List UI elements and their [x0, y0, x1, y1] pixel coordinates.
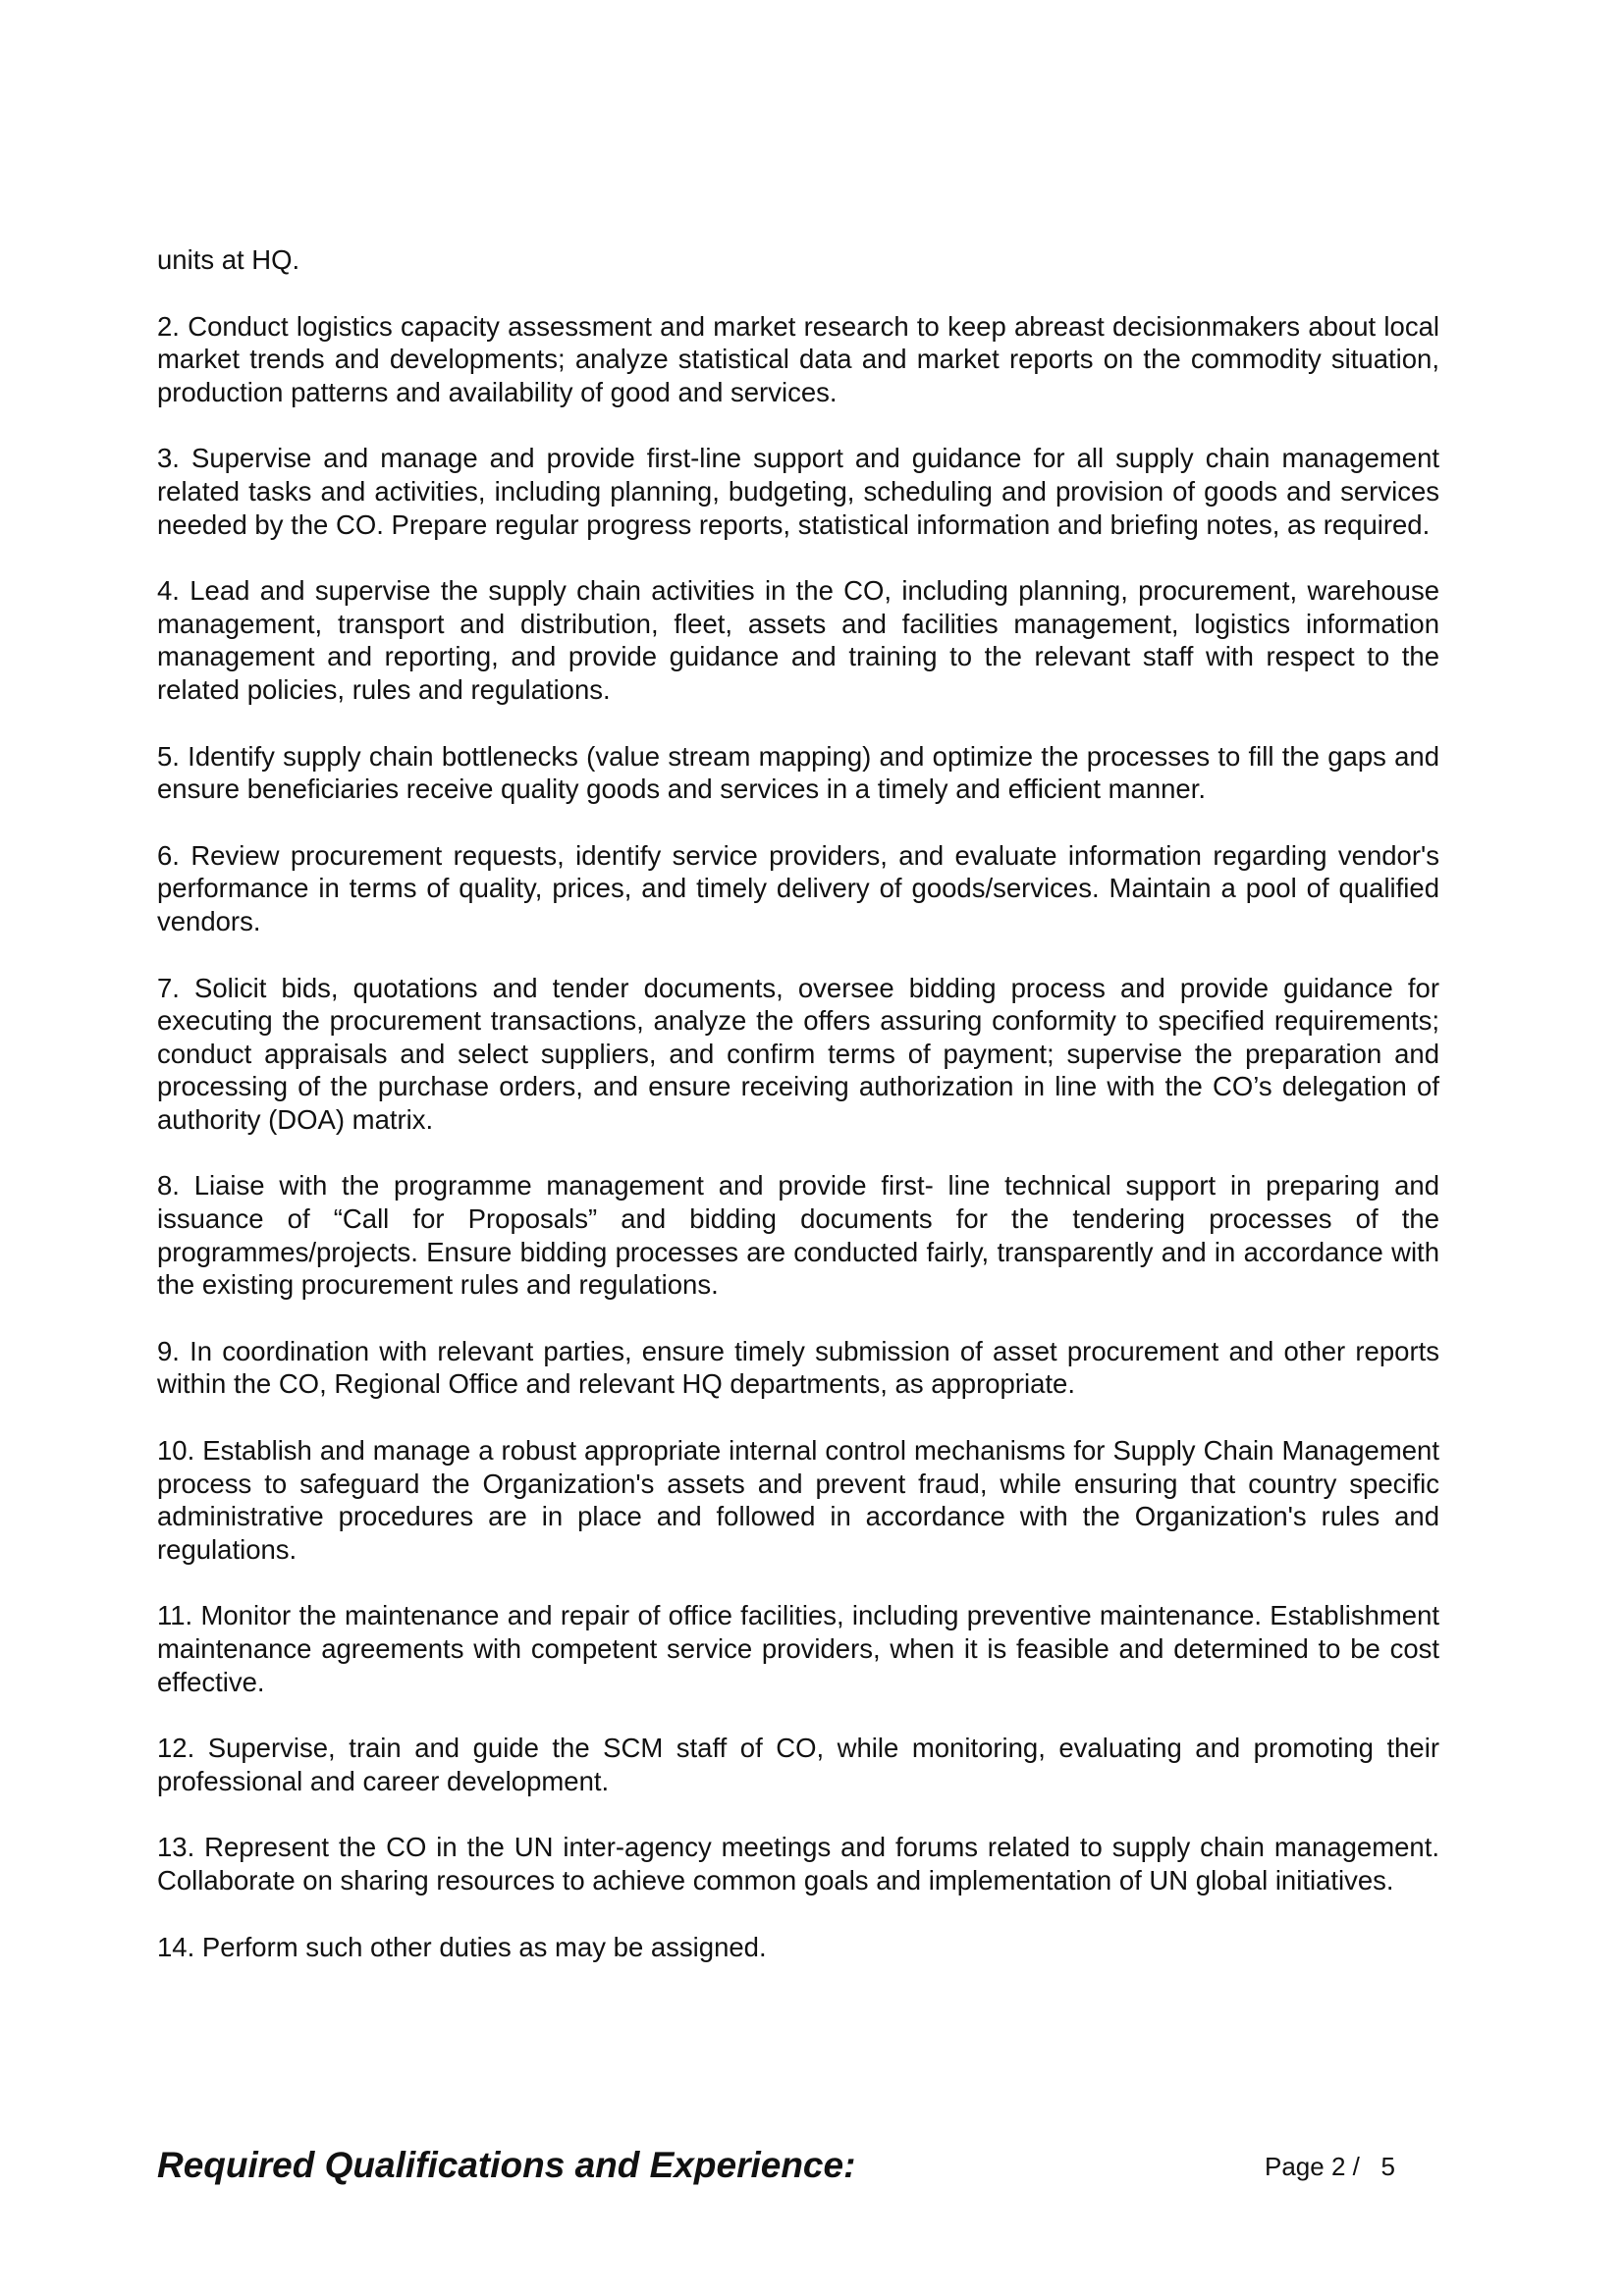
duty-item-8: 8. Liaise with the programme management and provide first- line technical support in preparing and issuance of “Call for Proposals” and bidding documents for the tendering processes of the programmes/projects. Ensure bidding processes are conducted fairly, transparently and in accordance with the existing procurement rules and regulations. — [157, 1170, 1439, 1301]
page-footer — [1265, 2152, 1395, 2182]
total-pages: 5 — [1380, 2152, 1395, 2181]
duty-item-10: 10. Establish and manage a robust appropriate internal control mechanisms for Supply Chain Management process to safeguard the Organization's assets and prevent fraud, while ensuring that country specific administrative procedures are in place and followed in accordance with the Organization's rules and regulations. — [157, 1435, 1439, 1565]
duty-item-11: 11. Monitor the maintenance and repair of office facilities, including preventive maintenance. Establishment maintenance agreements with competent service providers, when it is feasible and determined to be cost effective. — [157, 1600, 1439, 1697]
intro-fragment: units at HQ. — [157, 244, 300, 275]
duty-item-5: 5. Identify supply chain bottlenecks (value stream mapping) and optimize the processes to fill the gaps and ensure beneficiaries receive quality goods and services in a timely and efficient manner. — [157, 740, 1439, 805]
duty-item-14: 14. Perform such other duties as may be assigned. — [157, 1931, 767, 1962]
duty-item-3: 3. Supervise and manage and provide first-line support and guidance for all supply chain management related tasks and activities, including planning, budgeting, scheduling and provision of goods and services needed by the CO. Prepare regular progress reports, statistical information and briefing notes, as required. — [157, 443, 1439, 540]
duty-item-13: 13. Represent the CO in the UN inter-agency meetings and forums related to supply chain management. Collaborate on sharing resources to achieve common goals and implementation of UN global initiatives. — [157, 1832, 1439, 1896]
duty-item-2: 2. Conduct logistics capacity assessment and market research to keep abreast decisionmakers about local market trends and developments; analyze statistical data and market reports on the commodity situation, production patterns and availability of good and services. — [157, 310, 1439, 407]
duty-item-9: 9. In coordination with relevant parties, ensure timely submission of asset procurement and other reports within the CO, Regional Office and relevant HQ departments, as appropriate. — [157, 1335, 1439, 1400]
duty-item-6: 6. Review procurement requests, identify service providers, and evaluate information regarding vendor's performance in terms of quality, prices, and timely delivery of goods/services. Maintain a pool of qualified vendors. — [157, 839, 1439, 936]
document-body — [157, 243, 1439, 1997]
duty-item-4: 4. Lead and supervise the supply chain activities in the CO, including planning, procurement, warehouse management, transport and distribution, fleet, assets and facilities management, logistics information management and reporting, and provide guidance and training to the relevant staff with respect to the related policies, rules and regulations. — [157, 575, 1439, 705]
duty-item-7: 7. Solicit bids, quotations and tender documents, oversee bidding process and provide guidance for executing the procurement transactions, analyze the offers assuring conformity to specified requirements; conduct appraisals and select suppliers, and confirm terms of payment; supervise the preparation and processing of the purchase orders, and ensure receiving authorization in line with the CO’s delegation of authority (DOA) matrix. — [157, 972, 1439, 1135]
section-heading: Required Qualifications and Experience: — [157, 2145, 856, 2185]
duty-item-12: 12. Supervise, train and guide the SCM staff of CO, while monitoring, evaluating and promoting their professional and career development. — [157, 1733, 1439, 1796]
page-label: Page 2 / — [1265, 2152, 1360, 2181]
